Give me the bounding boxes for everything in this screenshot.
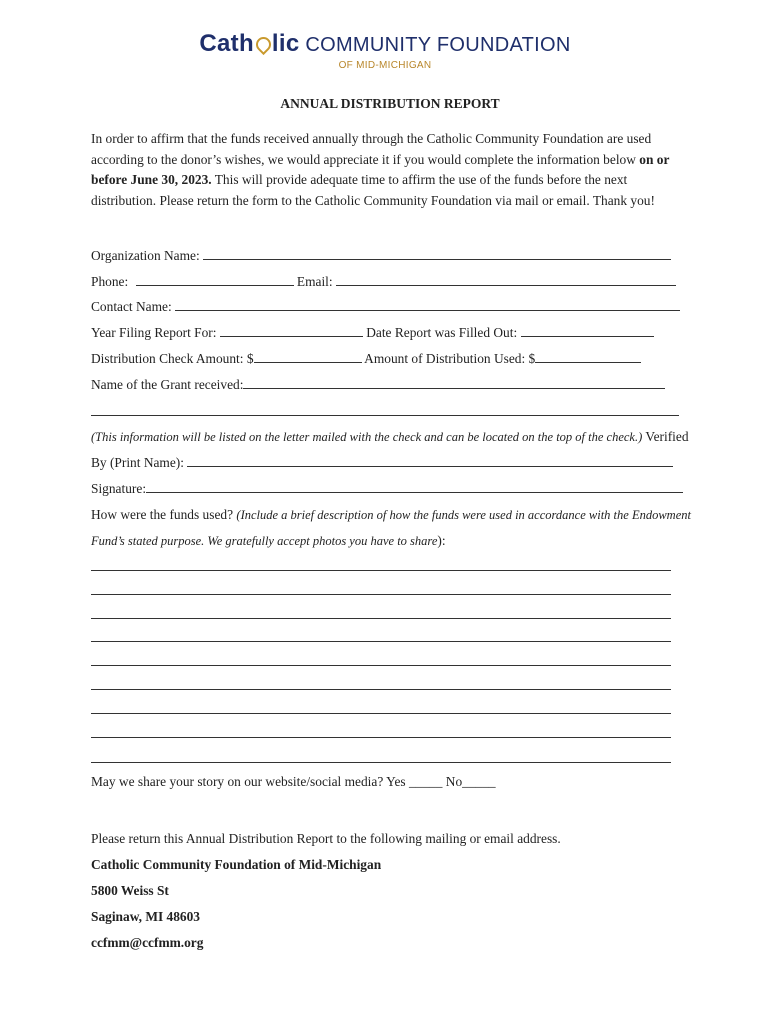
description-line-6[interactable] bbox=[91, 689, 671, 690]
description-line-1[interactable] bbox=[91, 570, 671, 571]
how-used-note-b: Fund’s stated purpose. We gratefully accept photos you have to share bbox=[91, 534, 438, 548]
phone-label: Phone: bbox=[91, 274, 129, 289]
verified-label-a: Verified bbox=[645, 429, 689, 444]
verified-by-field[interactable] bbox=[187, 455, 673, 467]
description-line-2[interactable] bbox=[91, 594, 671, 595]
foundation-logo bbox=[0, 30, 770, 71]
year-date-row bbox=[91, 325, 654, 341]
logo-word-rest: COMMUNITY FOUNDATION bbox=[305, 34, 571, 56]
how-used-note-a: (Include a brief description of how the funds were used in accordance with the Endowment bbox=[236, 508, 691, 522]
how-used-label: How were the funds used? bbox=[91, 507, 234, 522]
grant-name-line-2[interactable] bbox=[91, 415, 679, 416]
intro-text-2: This will provide adequate time to affirm the use of the funds before the next distribution. Please return the form to the Catholic Community Foundation via mail or email. Thank you! bbox=[91, 172, 655, 208]
how-used-row-2 bbox=[91, 533, 446, 549]
check-amount-label: Distribution Check Amount: $ bbox=[91, 351, 254, 366]
how-used-row bbox=[91, 507, 691, 523]
how-used-end: ): bbox=[437, 533, 446, 548]
intro-deadline: on or before June 30, 2023. bbox=[91, 151, 670, 187]
grant-name-field[interactable] bbox=[243, 377, 665, 389]
return-instruction: Please return this Annual Distribution Report to the following mailing or email address. bbox=[91, 831, 561, 846]
email-field[interactable] bbox=[336, 274, 676, 286]
amounts-row bbox=[91, 351, 641, 367]
grant-name-row bbox=[91, 377, 665, 393]
signature-field[interactable] bbox=[146, 481, 683, 493]
foundation-name: Catholic Community Foundation of Mid-Michigan bbox=[91, 857, 382, 872]
grant-note: (This information will be listed on the letter mailed with the check and can be located on the top of the check.) bbox=[91, 430, 643, 444]
logo-word-catholic-b: lic bbox=[271, 30, 300, 57]
share-story-row bbox=[91, 774, 496, 790]
verified-label-b: By (Print Name): bbox=[91, 455, 184, 470]
amount-used-label: Amount of Distribution Used: $ bbox=[364, 351, 536, 366]
heart-icon bbox=[253, 34, 274, 55]
email-label: Email: bbox=[296, 274, 333, 289]
phone-email-row bbox=[91, 274, 676, 290]
signature-label: Signature: bbox=[91, 481, 147, 496]
amount-used-field[interactable] bbox=[535, 351, 641, 363]
description-line-4[interactable] bbox=[91, 641, 671, 642]
date-filled-field[interactable] bbox=[521, 325, 654, 337]
year-filing-field[interactable] bbox=[220, 325, 363, 337]
share-story-label: May we share your story on our website/social media? Yes _____ No_____ bbox=[91, 774, 496, 789]
description-line-9[interactable] bbox=[91, 762, 671, 763]
logo-word-catholic-a: Cath bbox=[199, 30, 254, 57]
contact-name-row bbox=[91, 299, 680, 315]
organization-name-row bbox=[91, 248, 671, 264]
intro-paragraph bbox=[91, 129, 691, 211]
signature-row bbox=[91, 481, 683, 497]
year-filing-label: Year Filing Report For: bbox=[91, 325, 217, 340]
description-line-8[interactable] bbox=[91, 737, 671, 738]
grant-note-row bbox=[91, 429, 689, 445]
description-line-3[interactable] bbox=[91, 618, 671, 619]
intro-text-1: In order to affirm that the funds received annually through the Catholic Community Foundation are used according to the donor’s wishes, we would appreciate it if you would complete the information below bbox=[91, 131, 652, 167]
verified-by-row bbox=[91, 455, 673, 471]
contact-name-field[interactable] bbox=[175, 299, 680, 311]
contact-name-label: Contact Name: bbox=[91, 299, 172, 314]
phone-field[interactable] bbox=[136, 274, 294, 286]
organization-name-field[interactable] bbox=[203, 248, 671, 260]
grant-name-label: Name of the Grant received: bbox=[91, 377, 244, 392]
logo-wordmark bbox=[0, 30, 770, 58]
organization-name-label: Organization Name: bbox=[91, 248, 200, 263]
city-state-zip: Saginaw, MI 48603 bbox=[91, 909, 201, 924]
date-filled-label: Date Report was Filled Out: bbox=[366, 325, 518, 340]
street-address: 5800 Weiss St bbox=[91, 883, 169, 898]
description-line-5[interactable] bbox=[91, 665, 671, 666]
check-amount-field[interactable] bbox=[254, 351, 362, 363]
contact-email[interactable]: ccfmm@ccfmm.org bbox=[91, 935, 204, 950]
page-title: ANNUAL DISTRIBUTION REPORT bbox=[280, 96, 500, 111]
logo-subtitle: OF MID-MICHIGAN bbox=[338, 60, 432, 71]
description-line-7[interactable] bbox=[91, 713, 671, 714]
